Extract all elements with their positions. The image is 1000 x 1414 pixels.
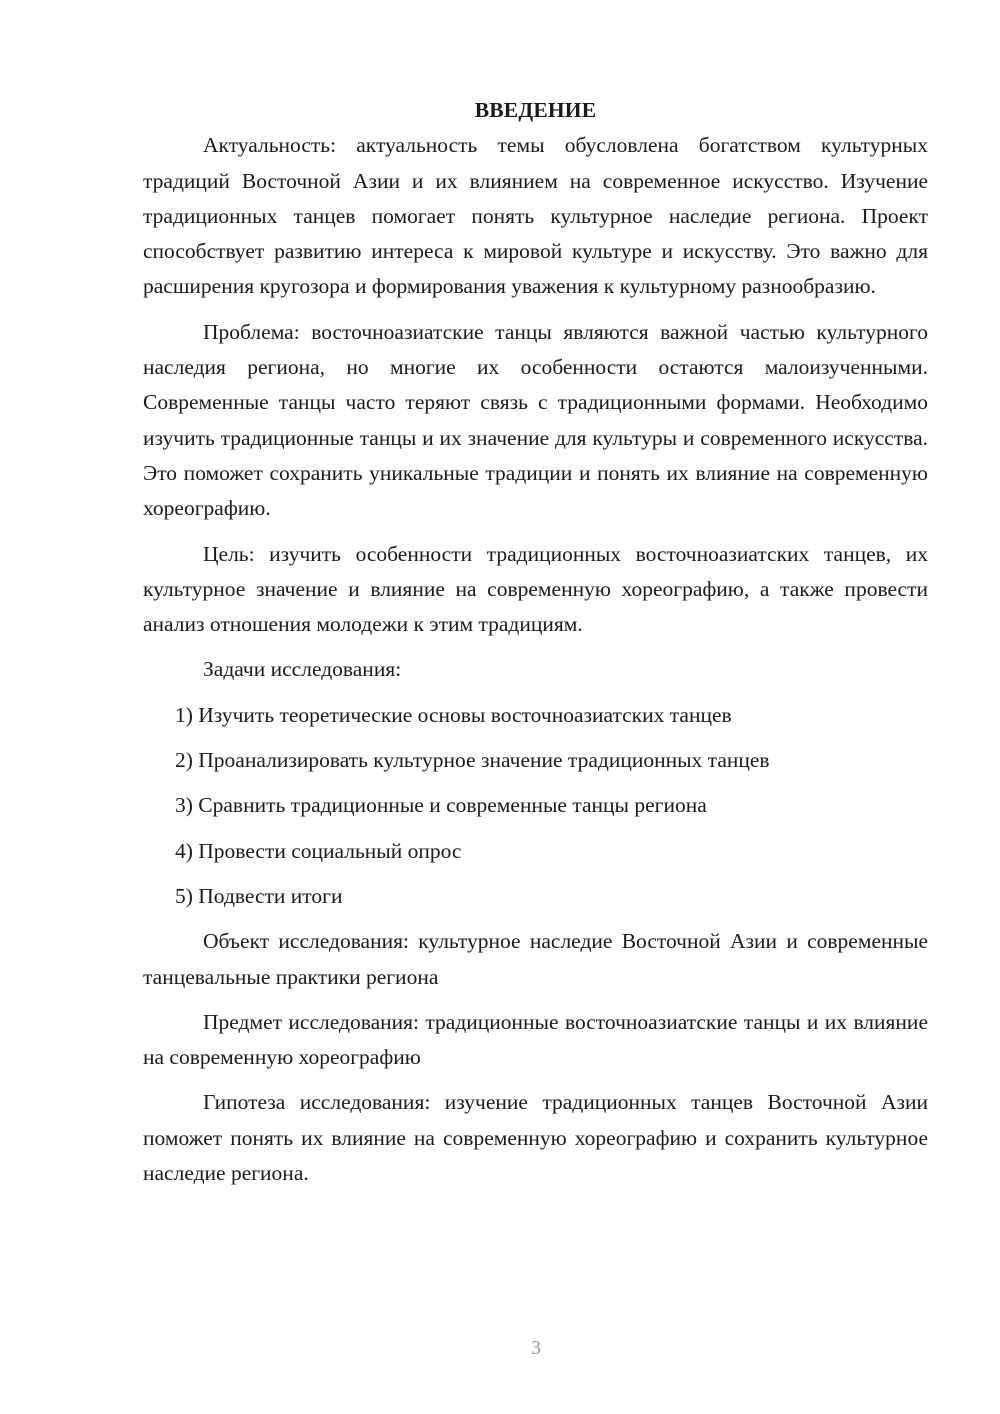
object-paragraph: Объект исследования: культурное наследие Восточной Азии и современные танцевальные практики региона <box>143 929 928 989</box>
list-item: 3) Сравнить традиционные и современные танцы региона <box>175 793 707 818</box>
page-body <box>143 93 928 1201</box>
tasks-list <box>143 698 928 914</box>
list-item: 5) Подвести итоги <box>175 883 343 908</box>
page-title: ВВЕДЕНИЕ <box>474 98 597 122</box>
relevance-paragraph: Актуальность: актуальность темы обусловлена богатством культурных традиций Восточной Азии и их влиянием на современное искусство. Изучение традиционных танцев помогает понять культурное наследие региона. Проект способствует развитию интереса к мировой культуре и искусству. Это важно для расширения кругозора и формирования уважения к культурному разнообразию. <box>143 133 928 299</box>
subject-paragraph: Предмет исследования: традиционные восточноазиатские танцы и их влияние на современную хореографию <box>143 1009 928 1070</box>
goal-paragraph: Цель: изучить особенности традиционных восточноазиатских танцев, их культурное значение и влияние на современную хореографию, а также провести анализ отношения молодежи к этим традициям. <box>143 541 928 637</box>
list-item: 2) Проанализировать культурное значение традиционных танцев <box>175 748 770 773</box>
page-number: 3 <box>531 1337 541 1359</box>
list-item: 4) Провести социальный опрос <box>175 838 462 863</box>
list-item: 1) Изучить теоретические основы восточноазиатских танцев <box>175 702 732 727</box>
tasks-heading: Задачи исследования: <box>203 657 402 682</box>
hypothesis-paragraph: Гипотеза исследования: изучение традиционных танцев Восточной Азии поможет понять их влияние на современную хореографию и сохранить культурное наследие региона. <box>143 1090 928 1186</box>
problem-paragraph: Проблема: восточноазиатские танцы являются важной частью культурного наследия региона, но многие их особенности остаются малоизученными. Современные танцы часто теряют связь с традиционными формами. Необходимо изучить традиционные танцы и их значение для культуры и современного искусства. Это поможет сохранить уникальные традиции и понять их влияние на современную хореографию. <box>143 319 928 521</box>
